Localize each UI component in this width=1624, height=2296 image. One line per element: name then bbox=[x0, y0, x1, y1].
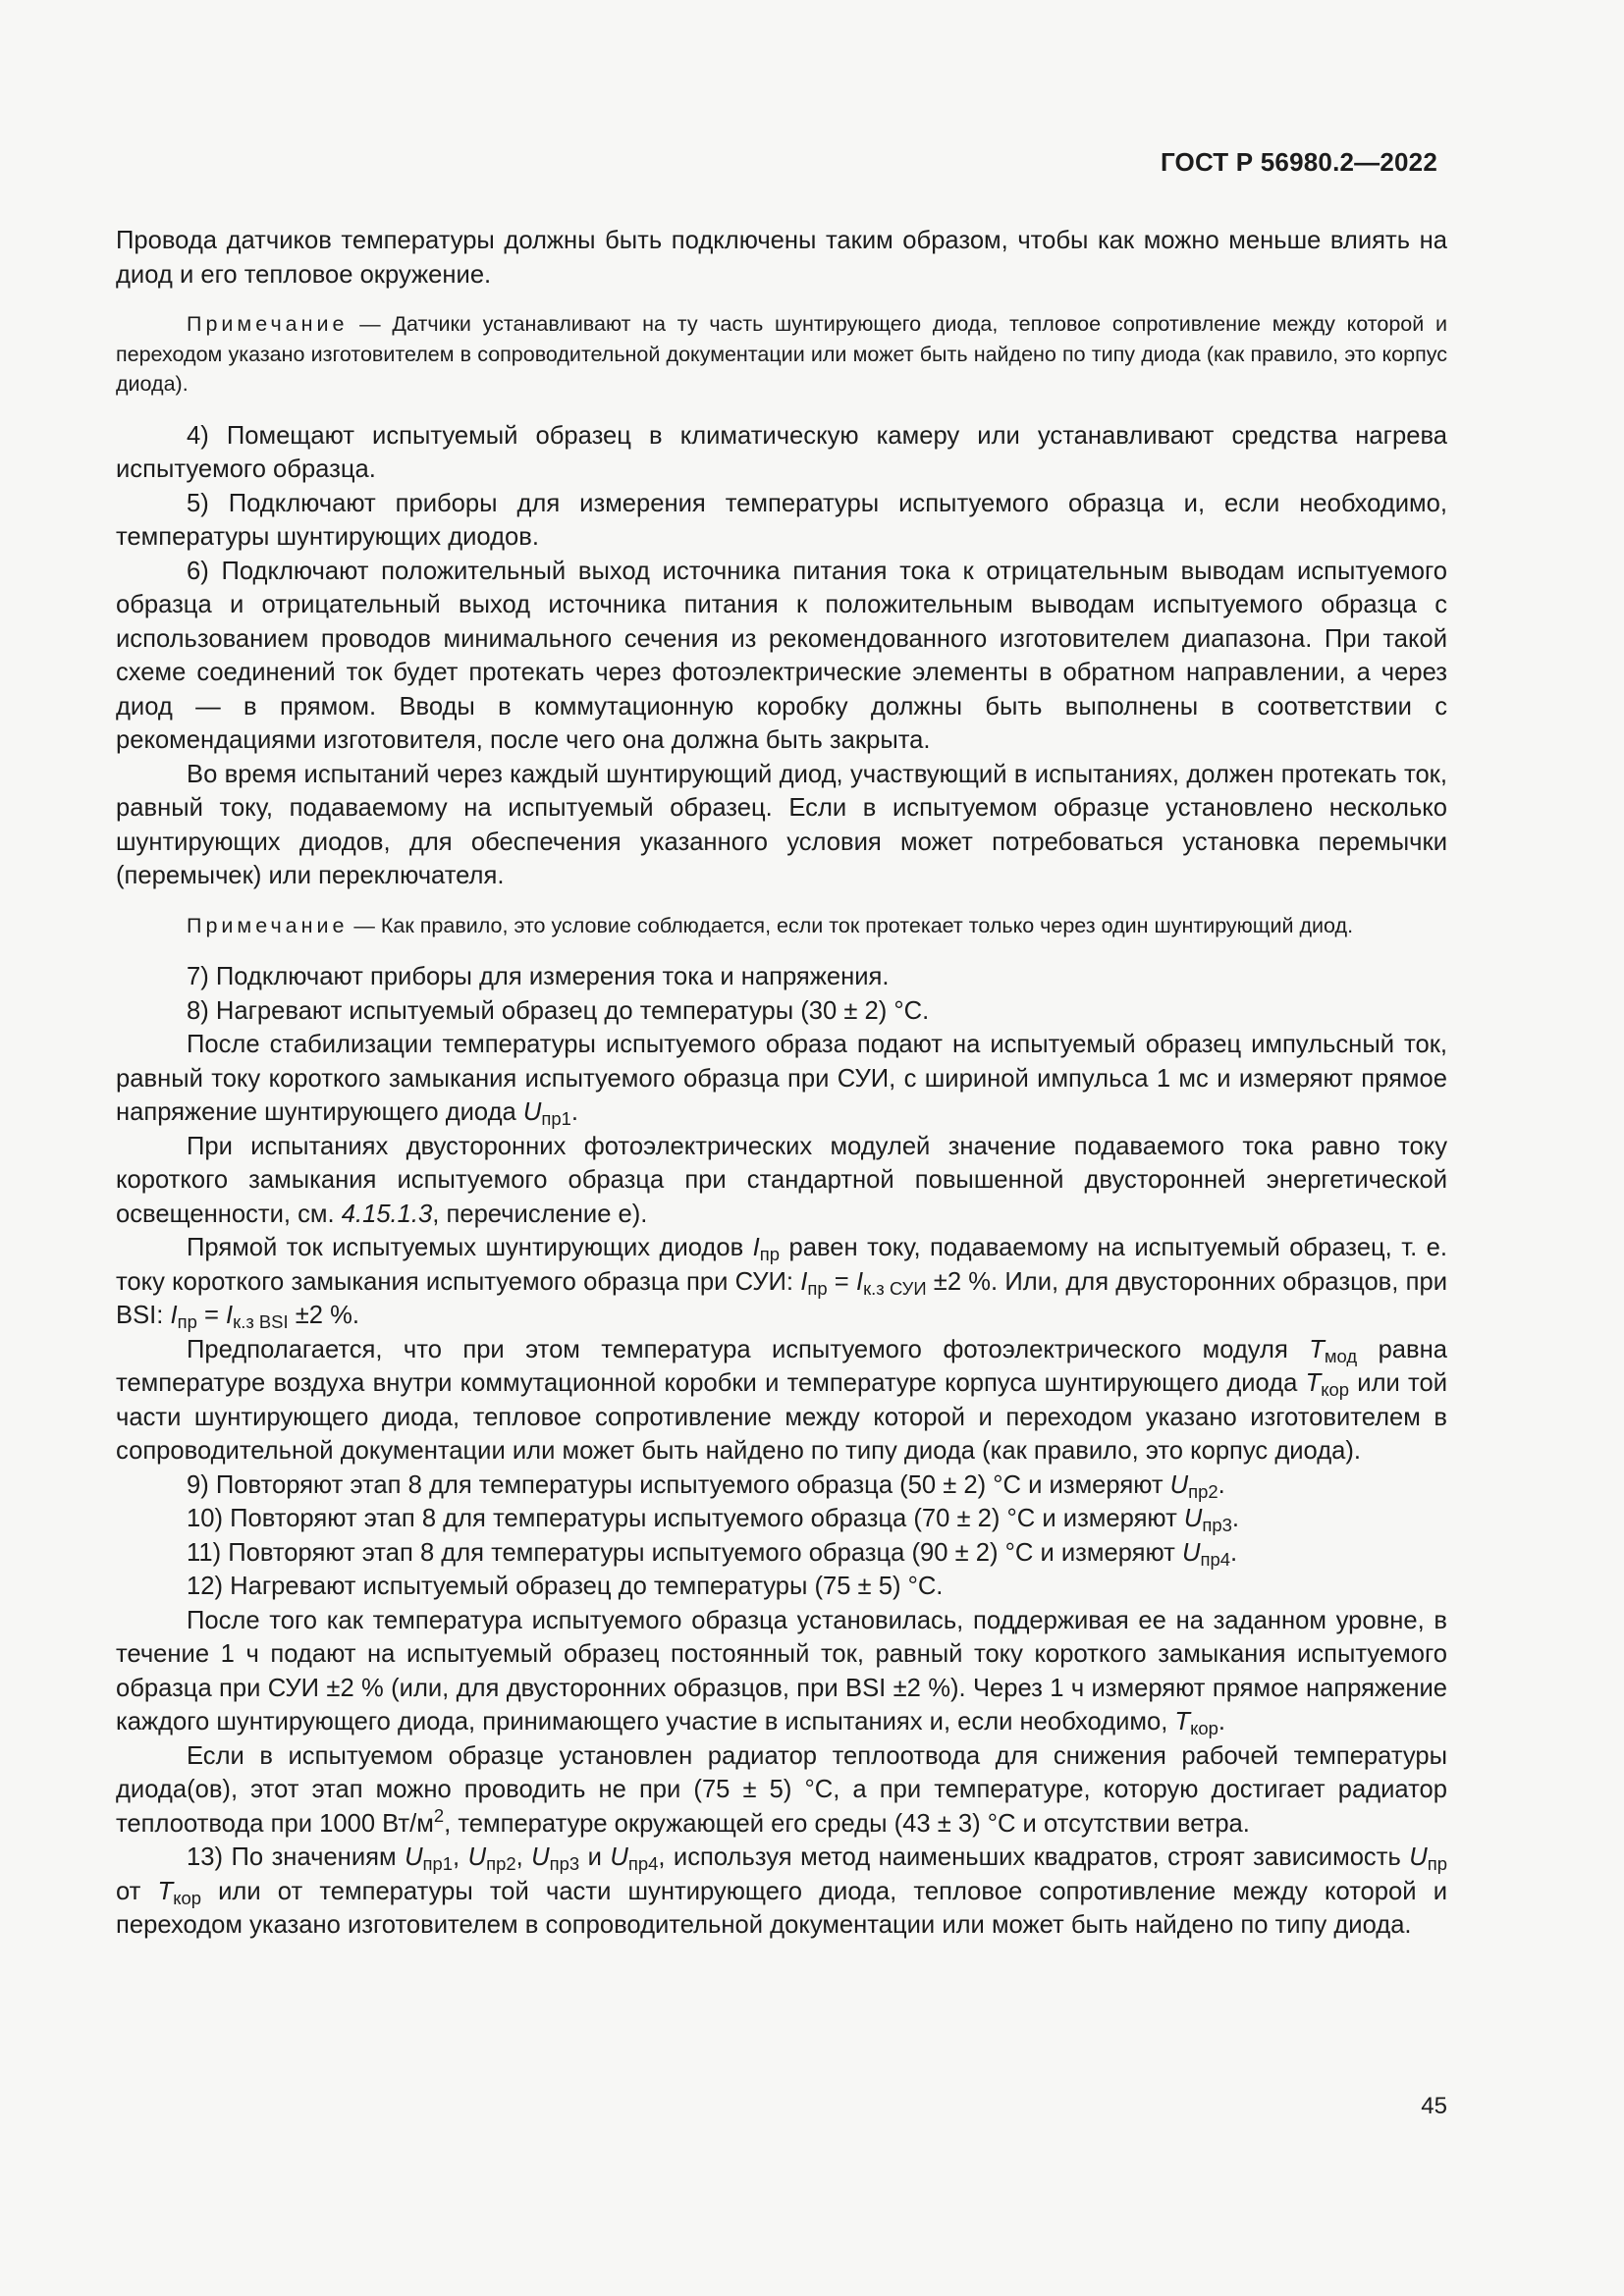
step-9: 9) Повторяют этап 8 для температуры испытуемого образца (50 ± 2) °С и измеряют $U_{пр2}$. bbox=[187, 1470, 1225, 1502]
paragraph-assumption: Предполагается, что при этом температура испытуемого фотоэлектрического модуля $T_{мод}$ равна температуре воздуха внутри коммутационной коробки и температуре корпуса шунтирующего диода $T_{кор}$ или той части шунтирующего диода, тепловое сопротивление между которой и переходом указано изготовителем в сопроводительной документации или может быть найдено по типу диода (как правило, это корпус диода). bbox=[116, 1335, 1448, 1465]
step-12: 12) Нагревают испытуемый образец до температуры (75 ± 5) °С. bbox=[187, 1573, 944, 1600]
page-number: 45 bbox=[1421, 2093, 1447, 2119]
paragraph-during-tests: Во время испытаний через каждый шунтирующий диод, участвующий в испытаниях, должен протекать ток, равный току, подаваемому на испытуемый образец. Если в испытуемом образце установлено несколько шунтирующих диодов, для обеспечения указанного условия может потребоваться установка перемычки (перемычек) или переключателя. bbox=[116, 760, 1447, 889]
note-condition: Примечание — Как правило, это условие соблюдается, если ток протекает только через один шунтирующий диод. bbox=[187, 913, 1354, 937]
note-label: Примечание bbox=[187, 312, 349, 336]
paragraph-direct-current: Прямой ток испытуемых шунтирующих диодов $I_{пр}$ равен току, подаваемому на испытуемый образец, т. е. току короткого замыкания испытуемого образца при СУИ: $I_{пр} = I_{к.з СУИ} \pm 2$ %. Или, для двусторонних образцов, при BSI: $I_{пр} = I_{к.з BSI} \pm 2$ %. bbox=[116, 1234, 1447, 1333]
paragraph-radiator: Если в испытуемом образце установлен радиатор теплоотвода для снижения рабочей температуры диода(ов), этот этап можно проводить не при (75 ± 5) °С, а при температуре, которую достигает радиатор теплоотвода при 1000 $Вт/м^2$, температуре окружающей его среды (43 ± 3) °С и отсутствии ветра. bbox=[116, 1741, 1447, 1838]
step-4: 4) Помещают испытуемый образец в климатическую камеру или устанавливают средства нагрева испытуемого образца. bbox=[116, 421, 1447, 483]
paragraph-after-temperature: После того как температура испытуемого образца установилась, поддерживая ее на заданном уровне, в течение 1 ч подают на испытуемый образец постоянный ток, равный току короткого замыкания испытуемого образца при СУИ ±2 % (или, для двусторонних образцов, при BSI ±2 %). Через 1 ч измеряют прямое напряжение каждого шунтирующего диода, принимающего участие в испытаниях и, если необходимо, $T_{кор}$. bbox=[116, 1606, 1447, 1739]
document-header: ГОСТ Р 56980.2—2022 bbox=[1160, 147, 1437, 177]
step-13: 13) По значениям $U_{пр1}$, $U_{пр2}$, $U_{пр3}$ и $U_{пр4}$, используя метод наименьших квадратов, строят зависимость $U_{пр}$ от $T_{кор}$ или от температуры той части шунтирующего диода, тепловое сопротивление между которой и переходом указано изготовителем в сопроводительной документации или может быть найдено по типу диода. bbox=[116, 1843, 1447, 1939]
note-label: Примечание bbox=[187, 913, 349, 937]
step-7: 7) Подключают приборы для измерения тока и напряжения. bbox=[187, 963, 890, 990]
paragraph-sensor-wires: Провода датчиков температуры должны быть подключены таким образом, чтобы как можно меньше влиять на диод и его тепловое окружение. bbox=[116, 227, 1447, 289]
paragraph-after-stabilization: После стабилизации температуры испытуемого образа подают на испытуемый образец импульсный ток, равный току короткого замыкания испытуемого образца при СУИ, с шириной импульса 1 мс и измеряют прямое напряжение шунтирующего диода $U_{пр1}$. bbox=[116, 1031, 1447, 1130]
step-5: 5) Подключают приборы для измерения температуры испытуемого образца и, если необходимо, температуры шунтирующих диодов. bbox=[116, 489, 1447, 551]
paragraph-bifacial: При испытаниях двусторонних фотоэлектрических модулей значение подаваемого тока равно току короткого замыкания испытуемого образца при стандартной повышенной двусторонней энергетической освещенности, см. 4.15.1.3, перечисление е). bbox=[116, 1132, 1447, 1228]
page-body bbox=[116, 224, 1447, 1943]
step-10: 10) Повторяют этап 8 для температуры испытуемого образца (70 ± 2) °С и измеряют $U_{пр3}$. bbox=[187, 1505, 1239, 1536]
step-8: 8) Нагревают испытуемый образец до температуры (30 ± 2) °С. bbox=[187, 996, 930, 1025]
step-6: 6) Подключают положительный выход источника питания тока к отрицательным выводам испытуемого образца и отрицательный выход источника питания к положительным выводам испытуемого образца с использованием проводов минимального сечения из рекомендованного изготовителем диапазона. При такой схеме соединений ток будет протекать через фотоэлектрические элементы в обратном направлении, а через диод — в прямом. Вводы в коммутационную коробку должны быть выполнены в соответствии с рекомендациями изготовителя, после чего она должна быть закрыта. bbox=[116, 557, 1447, 754]
note-sensors: Примечание — Датчики устанавливают на ту часть шунтирующего диода, тепловое сопротивление между которой и переходом указано изготовителем в сопроводительной документации или может быть найдено по типу диода (как правило, это корпус диода). bbox=[116, 312, 1447, 396]
step-11: 11) Повторяют этап 8 для температуры испытуемого образца (90 ± 2) °С и измеряют $U_{пр4}$. bbox=[187, 1538, 1238, 1570]
